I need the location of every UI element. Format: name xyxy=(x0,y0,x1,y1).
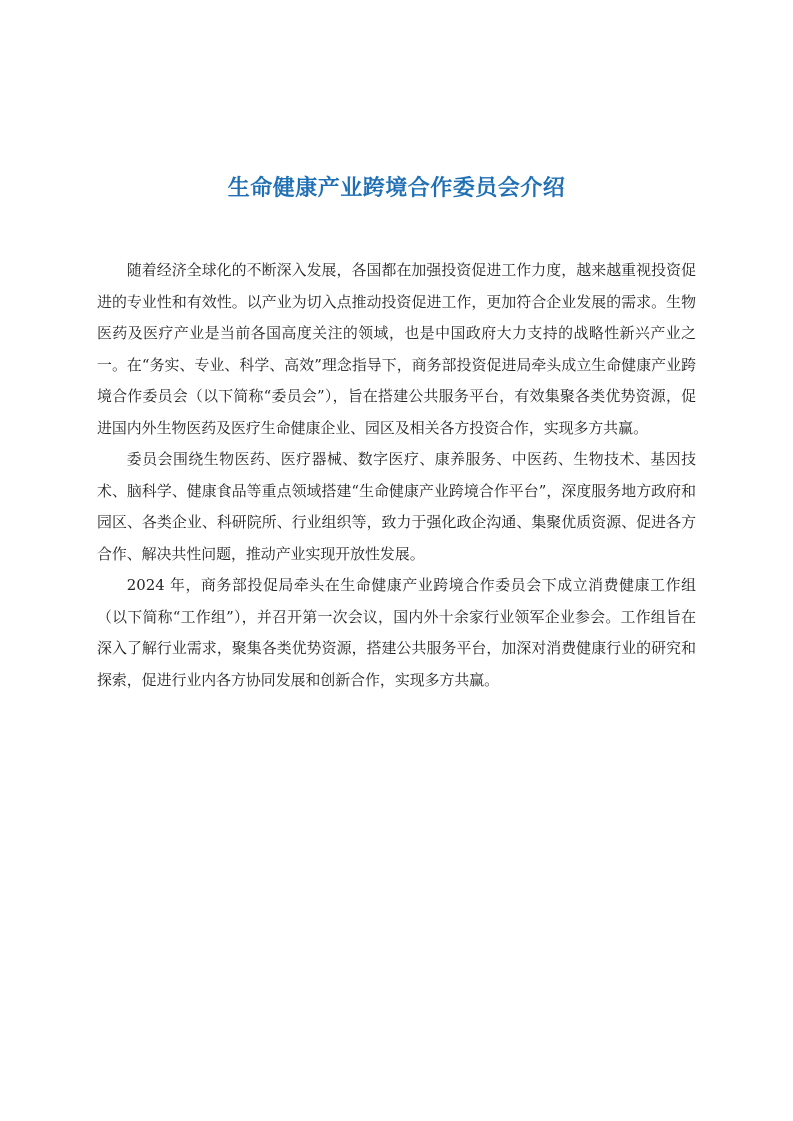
document-title: 生命健康产业跨境合作委员会介绍 xyxy=(227,175,566,201)
document-body xyxy=(97,255,696,696)
paragraph-platform: 委员会围绕生物医药、医疗器械、数字医疗、康养服务、中医药、生物技术、基因技术、脑科学、健康食品等重点领域搭建“生命健康产业跨境合作平台”，深度服务地方政府和园区、各类企业、科研院所、行业组织等，致力于强化政企沟通、集聚优质资源、促进各方合作、解决共性问题，推动产业实现开放性发展。 xyxy=(97,450,696,563)
paragraph-intro: 随着经济全球化的不断深入发展，各国都在加强投资促进工作力度，越来越重视投资促进的专业性和有效性。以产业为切入点推动投资促进工作，更加符合企业发展的需求。生物医药及医疗产业是当前各国高度关注的领域，也是中国政府大力支持的战略性新兴产业之一。在“务实、专业、科学、高效”理念指导下，商务部投资促进局牵头成立生命健康产业跨境合作委员会（以下简称“委员会”），旨在搭建公共服务平台，有效集聚各类优势资源，促进国内外生物医药及医疗生命健康企业、园区及相关各方投资合作，实现多方共赢。 xyxy=(97,261,696,437)
paragraph-working-group: 2024 年，商务部投促局牵头在生命健康产业跨境合作委员会下成立消费健康工作组（以下简称“工作组”），并召开第一次会议，国内外十余家行业领军企业参会。工作组旨在深入了解行业需求，聚集各类优势资源，搭建公共服务平台，加深对消费健康行业的研究和探索，促进行业内各方协同发展和创新合作，实现多方共赢。 xyxy=(97,576,696,689)
